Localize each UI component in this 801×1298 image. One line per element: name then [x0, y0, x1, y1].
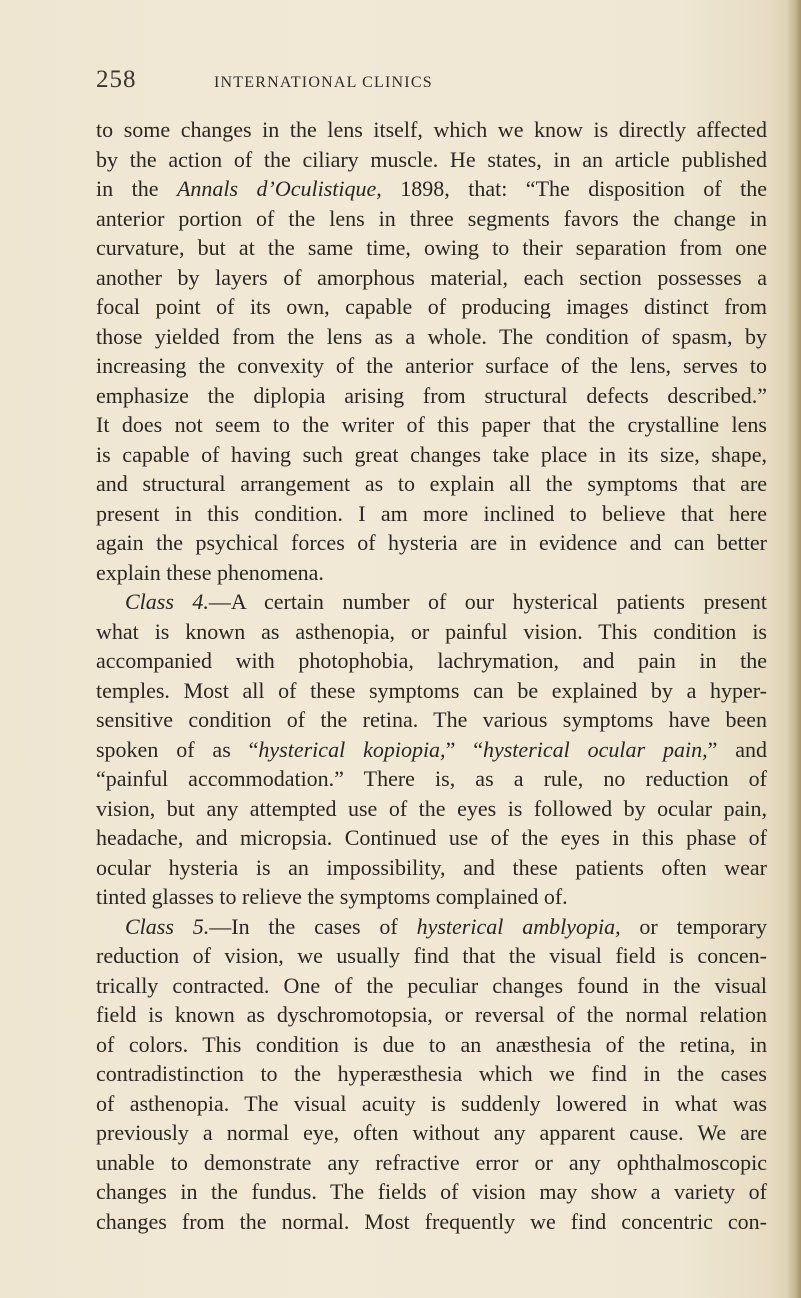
text-line: [96, 735, 767, 765]
text-run: in the: [96, 176, 177, 201]
text-run: 1898, that: “The disposition of the: [381, 176, 767, 201]
text-line: [96, 646, 767, 676]
text-run: of asthenopia. The visual acuity is suddenly lowered in what was: [96, 1090, 767, 1116]
page-gutter-shadow: [787, 0, 801, 1298]
text-run: explain these phenomena.: [96, 559, 324, 585]
text-line: [96, 381, 767, 411]
text-line: [96, 410, 767, 440]
text-run: trically contracted. One of the peculiar changes found in the visual: [96, 972, 767, 998]
text-line: [96, 941, 767, 971]
text-line: [96, 853, 767, 883]
text-line: [96, 558, 767, 588]
text-line: [96, 115, 767, 145]
text-run: unable to demonstrate any refractive error or any ophthalmoscopic: [96, 1149, 767, 1175]
text-line: [96, 499, 767, 529]
running-head: INTERNATIONAL CLINICS: [214, 74, 433, 91]
text-run: —In the cases of: [209, 913, 417, 939]
text-run: by the action of the ciliary muscle. He states, in an article published: [96, 146, 767, 172]
text-run: contradistinction to the hyperæsthesia which we find in the cases: [96, 1061, 767, 1086]
text-line: [96, 145, 767, 175]
text-run: It does not seem to the writer of this paper that the crystalline lens: [96, 412, 767, 437]
text-line: [96, 1030, 767, 1060]
italic-text: hysterical ocular pain,: [482, 736, 708, 762]
text-run: headache, and micropsia. Continued use of the eyes in this phase of: [96, 825, 767, 850]
text-run: is capable of having such great changes take place in its size, shape,: [96, 441, 767, 467]
text-line: [96, 794, 767, 824]
text-run: to some changes in the lens itself, which we know is directly affected: [96, 117, 767, 142]
text-run: changes from the normal. Most frequently we find concentric con-: [96, 1208, 767, 1234]
text-run: again the psychical forces of hysteria are in evidence and can better: [96, 530, 767, 555]
text-run: field is known as dyschromotopsia, or reversal of the normal relation: [96, 1002, 767, 1027]
text-line: [96, 823, 767, 853]
text-line: [96, 587, 767, 617]
text-line: [96, 1177, 767, 1207]
text-line: [96, 882, 767, 912]
text-run: of colors. This condition is due to an anæsthesia of the retina, in: [96, 1031, 767, 1057]
text-line: [96, 971, 767, 1001]
page-number: 258: [96, 66, 137, 93]
text-line: [96, 174, 767, 204]
text-line: [96, 1207, 767, 1237]
text-run: sensitive condition of the retina. The various symptoms have been: [96, 707, 767, 732]
text-line: [96, 204, 767, 234]
text-run: increasing the convexity of the anterior surface of the lens, serves to: [96, 353, 767, 378]
text-run: and structural arrangement as to explain all the symptoms that are: [96, 471, 767, 496]
text-run: “painful accommodation.” There is, as a rule, no reduction of: [96, 766, 767, 791]
text-line: [96, 322, 767, 352]
text-run: curvature, but at the same time, owing to their separation from one: [96, 235, 767, 260]
text-run: —A certain number of our hysterical patients present: [208, 589, 767, 614]
text-run: focal point of its own, capable of producing images distinct from: [96, 294, 767, 319]
text-run: previously a normal eye, often without any apparent cause. We are: [96, 1120, 767, 1145]
text-run: or temporary: [620, 913, 767, 939]
text-run: ” and: [707, 736, 767, 762]
text-run: anterior portion of the lens in three segments favors the change in: [96, 205, 767, 231]
text-line: [96, 617, 767, 647]
italic-text: Annals d’Oculistique,: [176, 176, 382, 201]
text-line: [96, 676, 767, 706]
text-line: [96, 1059, 767, 1089]
text-run: spoken of as “: [96, 736, 259, 762]
text-line: [96, 351, 767, 381]
text-run: temples. Most all of these symptoms can be explained by a hyper-: [96, 677, 767, 703]
text-line: [96, 528, 767, 558]
text-run: emphasize the diplopia arising from structural defects described.”: [96, 382, 767, 408]
text-run: those yielded from the lens as a whole. The condition of spasm, by: [96, 323, 767, 349]
text-line: [96, 469, 767, 499]
text-run: accompanied with photophobia, lachrymation, and pain in the: [96, 648, 767, 673]
text-run: what is known as asthenopia, or painful vision. This condition is: [96, 618, 767, 644]
text-line: [96, 1148, 767, 1178]
text-run: present in this condition. I am more inclined to believe that here: [96, 500, 767, 526]
italic-text: Class 4.: [125, 589, 209, 614]
text-line: [96, 1118, 767, 1148]
text-run: another by layers of amorphous material, each section possesses a: [96, 264, 767, 290]
text-line: [96, 1000, 767, 1030]
text-line: [96, 263, 767, 293]
text-line: [96, 233, 767, 263]
italic-text: hysterical kopiopia,: [258, 736, 446, 762]
text-run: vision, but any attempted use of the eyes is followed by ocular pain,: [96, 795, 767, 821]
italic-text: Class 5.: [125, 913, 210, 939]
body-text: [96, 115, 767, 1236]
text-line: [96, 764, 767, 794]
text-run: changes in the fundus. The fields of vision may show a variety of: [96, 1179, 767, 1204]
text-run: tinted glasses to relieve the symptoms complained of.: [96, 884, 568, 909]
text-line: [96, 1089, 767, 1119]
text-line: [96, 912, 767, 942]
text-line: [96, 292, 767, 322]
page-header: [96, 66, 696, 106]
italic-text: hysterical amblyopia,: [416, 913, 621, 939]
text-line: [96, 440, 767, 470]
text-run: ” “: [445, 736, 483, 762]
text-line: [96, 705, 767, 735]
text-run: reduction of vision, we usually find that the visual field is concen-: [96, 943, 767, 968]
text-run: ocular hysteria is an impossibility, and these patients often wear: [96, 854, 767, 880]
